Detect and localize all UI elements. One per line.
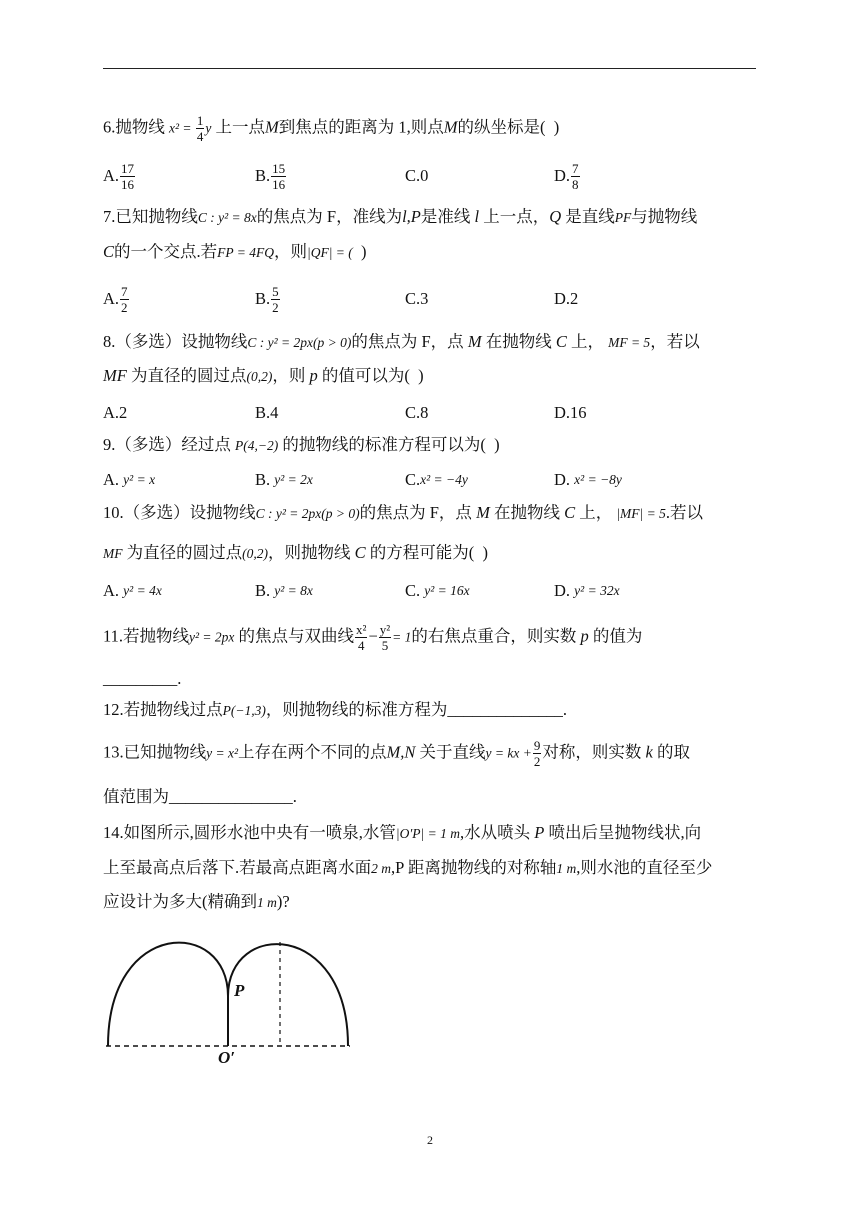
question-6-options (103, 156, 763, 196)
option-d: D.2 (554, 289, 579, 308)
question-7-line-1: 7.已知抛物线C : y² = 8x的焦点为 F，准线为l,P是准线 l 上一点，Q 是直线PF与抛物线 (103, 207, 698, 226)
question-8-line-1: 8.（多选）设抛物线C : y² = 2px(p > 0)的焦点为 F，点 M 在抛物线 C 上， MF = 5，若以 (103, 332, 700, 351)
option-b: B. y² = 2x (255, 470, 313, 489)
option-d: D.16 (554, 403, 587, 422)
option-b: B.4 (255, 403, 279, 422)
question-9-options (103, 460, 763, 500)
fountain-figure (103, 928, 363, 1083)
option-d: D. $\frac{7}{8}$ (554, 160, 579, 192)
option-a: A.2 (103, 403, 128, 422)
option-c: C. x² = −4y (405, 470, 468, 489)
question-10-options (103, 571, 763, 611)
question-14-line-1: 14.如图所示,圆形水池中央有一喷泉,水管|O′P| = 1 m,水从喷头 P 喷出后呈抛物线状,向 (103, 823, 702, 842)
option-b: B. $\frac{5}{2}$ (255, 283, 279, 315)
question-9: 9.（多选）经过点 P(4,−2) 的抛物线的标准方程可以为( ) (103, 435, 500, 454)
left-parabola (108, 943, 228, 1046)
option-a: A. y² = x (103, 470, 156, 489)
page-number: 2 (427, 1133, 433, 1147)
option-c: C. y² = 16x (405, 581, 470, 600)
option-c: C.8 (405, 403, 429, 422)
question-7-options (103, 279, 763, 319)
question-13-answer-blank[interactable]: _______________. (169, 787, 297, 806)
option-d: D. x² = −8y (554, 470, 622, 489)
question-6: 6.抛物线 x² = $\frac{1}{4}$ y 上一点M到焦点的距离为 1,则点M的纵坐标是( ) (103, 113, 560, 144)
question-13-line-1: 13.已知抛物线y = x²上存在两个不同的点M,N 关于直线y = kx + $\frac{9}{2}$ 对称，则实数 k 的取 (103, 738, 690, 769)
option-a: A. $\frac{17}{16}$ (103, 160, 135, 192)
header-rule (103, 68, 756, 69)
question-8-line-2: MF 为直径的圆过点(0,2)，则 p 的值可以为( ) (103, 366, 424, 385)
label-p: P (234, 981, 245, 1000)
question-14-line-3: 应设计为多大(精确到1 m)? (103, 892, 290, 911)
right-parabola (228, 944, 348, 1046)
question-12: 12.若抛物线过点P(−1,3)，则抛物线的标准方程为______________. (103, 700, 567, 719)
option-d: D. y² = 32x (554, 581, 620, 600)
option-c: C.3 (405, 289, 429, 308)
question-11-answer-blank[interactable]: _________. (103, 669, 182, 688)
question-7-line-2: C的一个交点.若FP = 4FQ，则|QF| = ( ) (103, 242, 367, 261)
option-b: B. y² = 8x (255, 581, 313, 600)
option-b: B. $\frac{15}{16}$ (255, 160, 286, 192)
label-o-prime: O′ (218, 1048, 236, 1067)
option-a: A. y² = 4x (103, 581, 162, 600)
question-13-line-2: 值范围为_______________. (103, 787, 297, 806)
question-14-line-2: 上至最高点后落下.若最高点距离水面2 m,P 距离抛物线的对称轴1 m,则水池的直径至少 (103, 858, 713, 877)
option-c: C.0 (405, 166, 429, 185)
question-11: 11.若抛物线y² = 2px 的焦点与双曲线 $\frac{\text{x²}}{4}$ − $\frac{\text{y²}}{5}$ = 1的右焦点重合，则实数 p 的值为 (103, 622, 643, 653)
question-10-line-1: 10.（多选）设抛物线C : y² = 2px(p > 0)的焦点为 F，点 M 在抛物线 C 上， |MF| = 5.若以 (103, 503, 703, 522)
question-12-answer-blank[interactable]: ______________. (447, 700, 567, 719)
question-8-options (103, 393, 763, 433)
option-a: A. $\frac{7}{2}$ (103, 283, 128, 315)
question-10-line-2: MF 为直径的圆过点(0,2)，则抛物线 C 的方程可能为( ) (103, 543, 489, 562)
